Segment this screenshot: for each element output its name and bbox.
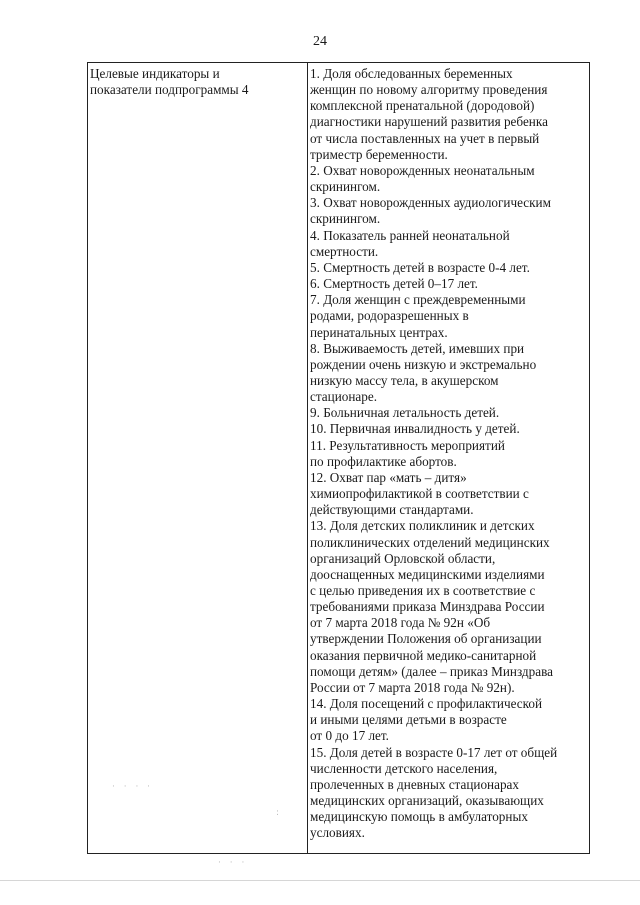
indicator-item: 4. Показатель ранней неонатальной смертности. xyxy=(310,227,510,259)
indicator-item: 10. Первичная инвалидность у детей. xyxy=(310,421,520,437)
indicator-item: 12. Охват пар «мать – дитя» химиопрофилактикой в соответствии с действующими стандартами. xyxy=(310,469,529,518)
scan-speckle: · · · xyxy=(218,858,248,868)
indicator-item: 1. Доля обследованных беременных женщин по новому алгоритму проведения комплексной пренатальной (дородовой) диагностики нарушений развития ребенка от числа поставленных на учет в первый триместр беременности. xyxy=(310,66,548,162)
scan-speckle: : xyxy=(276,808,283,818)
indicator-item: 8. Выживаемость детей, имевших при рождении очень низкую и экстремально низкую массу тела, в акушерском стационаре. xyxy=(310,340,537,405)
indicator-item: 9. Больничная летальность детей. xyxy=(310,405,500,421)
table-row xyxy=(88,63,590,854)
indicator-item: 2. Охват новорожденных неонатальным скринингом. xyxy=(310,162,535,195)
table-cell-indicators xyxy=(308,63,590,854)
table-cell-label xyxy=(88,63,308,854)
scan-speckle: · · · · xyxy=(112,782,154,792)
indicator-item: 5. Смертность детей в возрасте 0-4 лет. xyxy=(310,259,530,275)
indicator-item: 13. Доля детских поликлиник и детских поликлинических отделений медицинских организаций Орловской области, дооснащенных медицинскими изделиями с целью приведения их в соответствие с требованиями приказа Минздрава России от 7 марта 2018 года № 92н «Об утверждении Положения об организации оказания первичной медико-санитарной помощи детям» (далее – приказ Минздрава России от 7 марта 2018 года № 92н). xyxy=(310,518,553,695)
section-label: Целевые индикаторы и показатели подпрограммы 4 xyxy=(90,66,249,98)
indicators-table xyxy=(87,62,590,854)
indicator-item: 6. Смертность детей 0–17 лет. xyxy=(310,276,478,292)
indicator-item: 7. Доля женщин с преждевременными родами, родоразрешенных в перинатальных центрах. xyxy=(310,292,526,340)
indicator-item: 14. Доля посещений с профилактической и иными целями детьми в возрасте от 0 до 17 лет. xyxy=(310,696,543,744)
indicator-item: 11. Результативность мероприятий по профилактике абортов. xyxy=(310,437,505,469)
page-number: 24 xyxy=(313,34,327,49)
indicator-item: 3. Охват новорожденных аудиологическим скринингом. xyxy=(310,195,551,227)
indicator-item: 15. Доля детей в возрасте 0-17 лет от общей численности детского населения, пролеченных в дневных стационарах медицинских организаций, оказывающих медицинскую помощь в амбулаторных условиях. xyxy=(310,744,558,841)
scan-edge-line xyxy=(0,880,640,881)
